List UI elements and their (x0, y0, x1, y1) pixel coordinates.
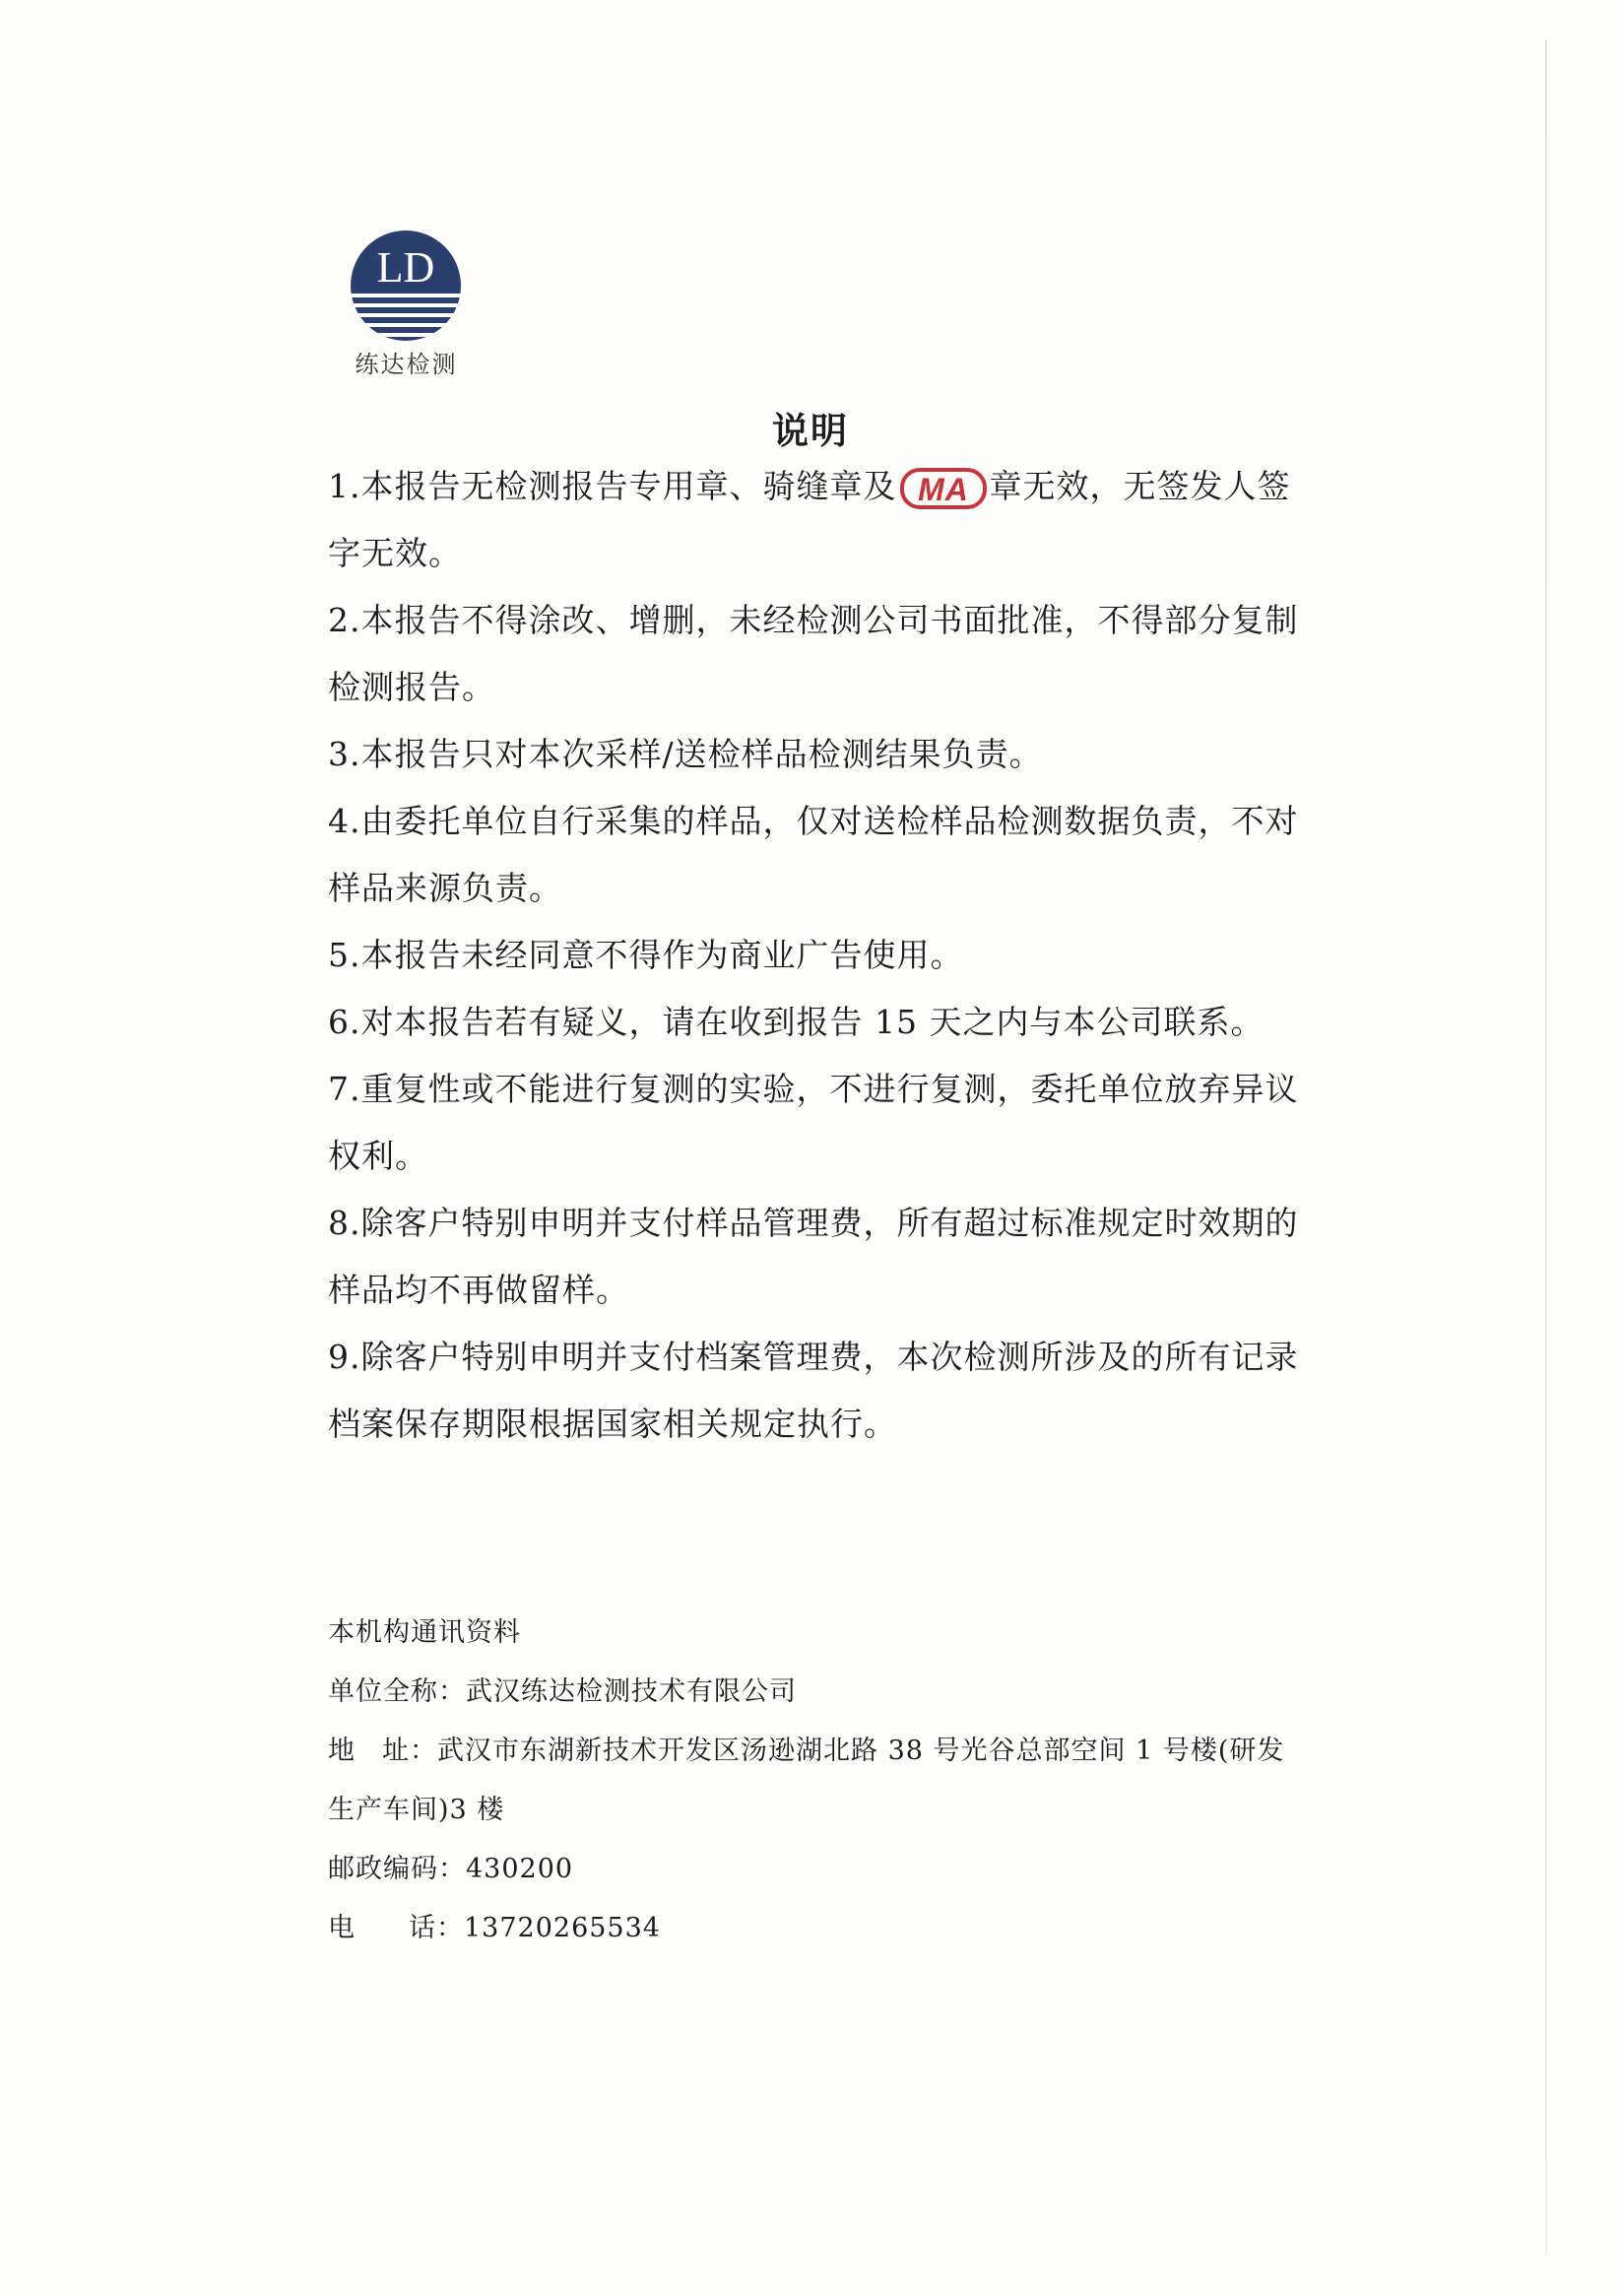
logo-emblem (340, 229, 473, 345)
unit-value: 武汉练达检测技术有限公司 (466, 1676, 797, 1707)
note-text: 3.本报告只对本次采样/送检样品检测结果负责。 (328, 735, 1043, 773)
unit-label: 单位全称： (328, 1676, 466, 1707)
note-item (328, 1190, 1313, 1324)
company-logo (340, 229, 473, 376)
note-text: 样品来源负责。 (328, 869, 562, 907)
note-text: 4.由委托单位自行采集的样品，仅对送检样品检测数据负责，不对 (328, 802, 1299, 840)
note-item (328, 1324, 1313, 1458)
note-text: 2.本报告不得涂改、增删，未经检测公司书面批准，不得部分复制 (328, 601, 1299, 639)
contact-heading: 本机构通讯资料 (328, 1617, 521, 1648)
phone-label-1: 电 (328, 1913, 356, 1943)
contact-info (328, 1604, 1313, 1958)
note-item (328, 1056, 1313, 1190)
phone-value: 13720265534 (464, 1913, 661, 1943)
address-label-2: 址： (382, 1736, 437, 1766)
note-text: 7.重复性或不能进行复测的实验，不进行复测，委托单位放弃异议 (328, 1070, 1299, 1108)
note-item (328, 989, 1313, 1056)
note-item (328, 721, 1313, 788)
page-edge (1545, 39, 1547, 2256)
note-item (328, 453, 1313, 587)
address-line-1: 武汉市东湖新技术开发区汤逊湖北路 38 号光谷总部空间 1 号楼(研发 (437, 1736, 1285, 1766)
postcode-label: 邮政编码： (328, 1854, 466, 1884)
contact-address-row (328, 1722, 1313, 1840)
note-text: 6.对本报告若有疑义，请在收到报告 15 天之内与本公司联系。 (328, 1003, 1264, 1041)
note-text: 权利。 (328, 1137, 428, 1175)
cma-stamp-letters: MA (917, 472, 969, 507)
contact-phone-row (328, 1899, 1313, 1958)
note-item (328, 788, 1313, 922)
note-text: 8.除客户特别申明并支付样品管理费，所有超过标准规定时效期的 (328, 1204, 1299, 1242)
note-text: 1.本报告无检测报告专用章、骑缝章及 (328, 467, 897, 505)
contact-unit-row (328, 1663, 1313, 1722)
address-label-1: 地 (328, 1736, 356, 1766)
note-text: 9.除客户特别申明并支付档案管理费，本次检测所涉及的所有记录 (328, 1338, 1299, 1376)
phone-label-2: 话： (409, 1913, 464, 1943)
note-text: 章无效，无签发人签 (989, 467, 1291, 505)
note-item (328, 587, 1313, 721)
cma-stamp-icon (899, 466, 988, 511)
note-item (328, 922, 1313, 989)
note-text: 样品均不再做留样。 (328, 1271, 629, 1309)
postcode-value: 430200 (466, 1854, 574, 1884)
note-text: 5.本报告未经同意不得作为商业广告使用。 (328, 936, 964, 974)
page-title: 说明 (772, 409, 849, 452)
contact-postcode-row (328, 1840, 1313, 1899)
logo-text: 练达检测 (355, 351, 458, 378)
address-line-2: 生产车间)3 楼 (328, 1795, 505, 1825)
note-text: 字无效。 (328, 534, 462, 572)
logo-letters: LD (376, 243, 435, 292)
note-text: 检测报告。 (328, 668, 495, 706)
notes-list (328, 453, 1313, 1458)
note-text: 档案保存期限根据国家相关规定执行。 (328, 1405, 897, 1443)
